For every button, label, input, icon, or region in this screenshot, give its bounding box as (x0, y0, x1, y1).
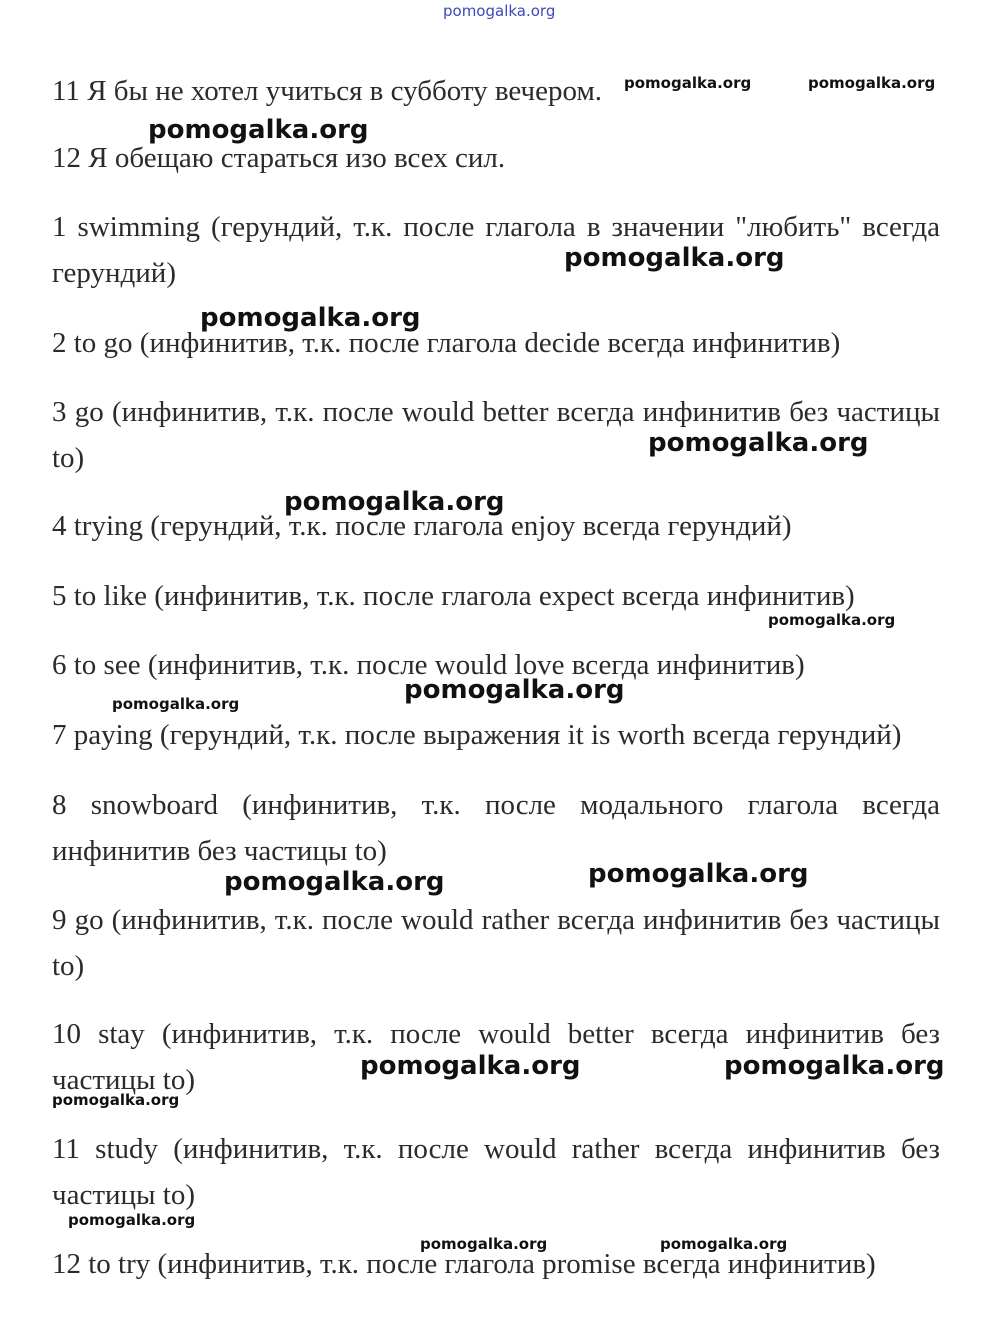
item-text: to like (инфинитив, т.к. после глагола expect всегда инфинитив) (73, 580, 855, 612)
watermark: pomogalka.org (420, 1235, 548, 1253)
watermark: pomogalka.org (624, 74, 752, 92)
watermark: pomogalka.org (200, 303, 421, 333)
item-text: snowboard (инфинитив, т.к. после модального глагола всегда инфинитив без частицы to) (52, 789, 940, 867)
translation-line-11 (52, 68, 940, 114)
watermark: pomogalka.org (284, 487, 505, 517)
item-number: 9 (52, 904, 67, 936)
watermark: pomogalka.org (52, 1091, 180, 1109)
item-number: 7 (52, 719, 67, 751)
item-number: 4 (52, 510, 67, 542)
watermark: pomogalka.org (808, 74, 936, 92)
item-number: 5 (52, 580, 67, 612)
item-number: 8 (52, 789, 67, 821)
answer-item-2 (52, 320, 940, 366)
watermark: pomogalka.org (404, 675, 625, 705)
answer-item-11 (52, 1126, 940, 1218)
item-number: 12 (52, 1248, 81, 1280)
watermark: pomogalka.org (660, 1235, 788, 1253)
item-text: Я бы не хотел учиться в субботу вечером. (87, 75, 603, 107)
watermark: pomogalka.org (648, 428, 869, 458)
watermark: pomogalka.org (148, 115, 369, 145)
item-text: to see (инфинитив, т.к. после would love всегда инфинитив) (73, 649, 805, 681)
item-text: go (инфинитив, т.к. после would better всегда инфинитив без частицы to) (52, 396, 941, 474)
watermark: pomogalka.org (224, 867, 445, 897)
item-text: trying (герундий, т.к. после глагола enjoy всегда герундий) (73, 510, 792, 542)
answer-item-9 (52, 897, 940, 989)
watermark: pomogalka.org (112, 695, 240, 713)
watermark: pomogalka.org (588, 859, 809, 889)
watermark: pomogalka.org (68, 1211, 196, 1229)
watermark: pomogalka.org (360, 1051, 581, 1081)
item-number: 11 (52, 1133, 80, 1165)
item-text: study (инфинитив, т.к. после would rather всегда инфинитив без частицы to) (52, 1133, 941, 1211)
item-number: 1 (52, 211, 67, 243)
item-text: Я обещаю стараться изо всех сил. (88, 142, 506, 174)
watermark: pomogalka.org (724, 1051, 945, 1081)
item-number: 6 (52, 649, 67, 681)
header-watermark: pomogalka.org (443, 2, 556, 20)
item-text: go (инфинитив, т.к. после would rather всегда инфинитив без частицы to) (52, 904, 940, 982)
item-text: paying (герундий, т.к. после выражения it is worth всегда герундий) (73, 719, 902, 751)
item-number: 12 (52, 142, 81, 174)
item-text: to try (инфинитив, т.к. после глагола promise всегда инфинитив) (88, 1248, 876, 1280)
item-number: 11 (52, 75, 80, 107)
item-number: 3 (52, 396, 67, 428)
watermark: pomogalka.org (564, 243, 785, 273)
item-number: 10 (52, 1018, 81, 1050)
item-text: stay (инфинитив, т.к. после would better всегда инфинитив без частицы to) (52, 1018, 940, 1096)
watermark: pomogalka.org (768, 611, 896, 629)
item-text: to go (инфинитив, т.к. после глагола decide всегда инфинитив) (73, 327, 841, 359)
item-text: swimming (герундий, т.к. после глагола в значении "любить" всегда герундий) (52, 211, 941, 289)
item-number: 2 (52, 327, 67, 359)
answer-item-1 (52, 204, 940, 296)
answer-item-7 (52, 712, 940, 758)
